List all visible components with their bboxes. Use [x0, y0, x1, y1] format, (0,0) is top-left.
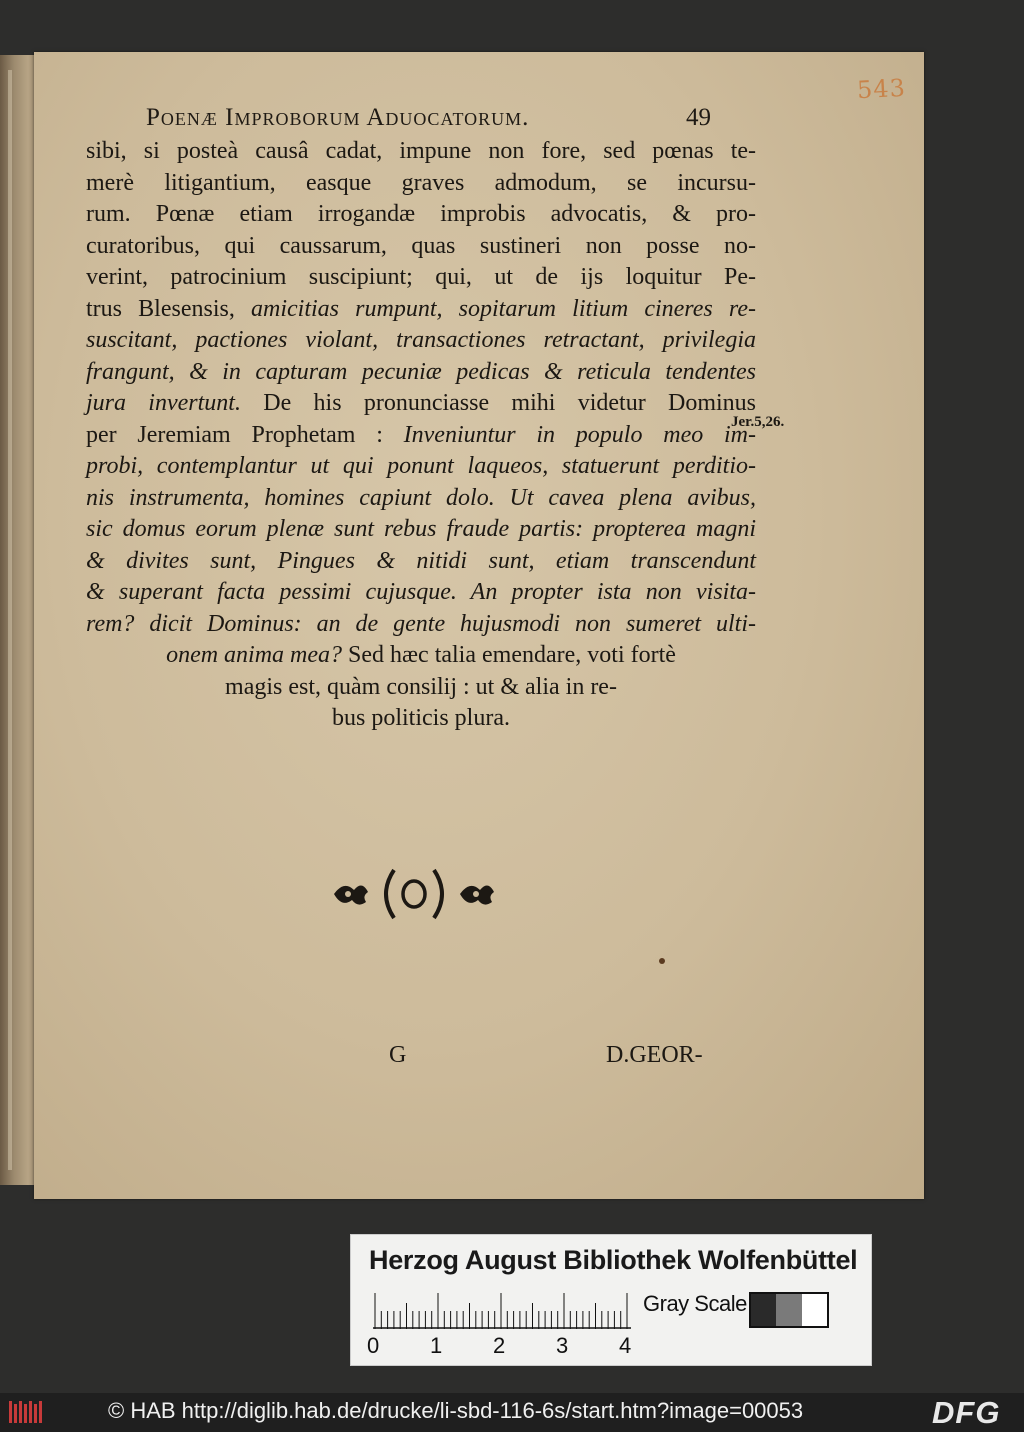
library-name: Herzog August Bibliothek Wolfenbüttel — [369, 1245, 858, 1275]
text-line: jura invertunt. De his pronunciasse mihi videtur Dominus — [86, 390, 757, 416]
dfg-logo: DFG — [932, 1395, 1001, 1430]
text-line: rum. Pœnæ etiam irrogandæ improbis advocatis, & pro- — [86, 201, 756, 227]
gray-patch — [751, 1294, 776, 1326]
library-color-card — [350, 1234, 872, 1366]
text-line: & superant facta pessimi cujusque. An propter ista non visita- — [86, 579, 756, 605]
handwritten-folio-number: 543 — [856, 73, 907, 105]
ruler-number: 2 — [493, 1333, 506, 1358]
footer-copyright-link[interactable]: © HAB http://diglib.hab.de/drucke/li-sbd-116-6s/start.htm?image=00053 — [108, 1398, 804, 1423]
book-page — [34, 52, 924, 1199]
text-line: nis instrumenta, homines capiunt dolo. Ut cavea plena avibus, — [86, 484, 756, 511]
text-line: frangunt, & in capturam pecuniæ pedicas & reticula tendentes — [86, 358, 756, 385]
page-number: 49 — [686, 104, 711, 131]
text-line: probi, contemplantur ut qui ponunt laqueos, statuerunt perditio- — [86, 453, 756, 479]
text-line: onem anima mea? Sed hæc talia emendare, voti fortè — [166, 642, 676, 668]
catchword: D.GEOR- — [606, 1042, 703, 1068]
text-line: magis est, quàm consilij : ut & alia in re- — [225, 673, 617, 700]
text-line: sic domus eorum plenæ sunt rebus fraude partis: propterea magni — [86, 516, 756, 542]
text-line: sibi, si posteà causâ cadat, impune non fore, sed pœnas te- — [86, 138, 756, 164]
ruler-number: 0 — [367, 1333, 380, 1358]
text-line: verint, patrocinium suscipiunt; qui, ut de ijs loquitur Pe- — [86, 264, 756, 290]
body-text — [86, 136, 756, 735]
signature-mark: G — [389, 1042, 407, 1068]
gray-patch — [802, 1294, 827, 1326]
gray-scale-patches — [749, 1292, 829, 1328]
previous-page-highlight — [8, 70, 12, 1170]
text-line: curatoribus, qui caussarum, quas sustineri non posse no- — [86, 232, 756, 259]
margin-note: Jer.5,26. — [731, 414, 785, 430]
ornament-fleuron-icon — [324, 864, 504, 924]
ruler-number: 3 — [556, 1333, 569, 1358]
ruler-number: 1 — [430, 1333, 443, 1358]
running-head: Poenæ Improborum Aduocatorum. — [146, 104, 530, 131]
ruler-number: 4 — [619, 1333, 632, 1358]
text-line: suscitant, pactiones violant, transactiones retractant, privilegia — [86, 327, 756, 353]
text-line: merè litigantium, easque graves admodum, se incursu- — [86, 169, 756, 196]
text-line: bus politicis plura. — [332, 705, 510, 731]
footer-bar — [0, 1393, 1024, 1432]
ink-spot — [659, 958, 665, 964]
gray-patch — [776, 1294, 801, 1326]
text-line: rem? dicit Dominus: an de gente hujusmodi non sumeret ulti- — [86, 610, 756, 637]
hab-logo-icon — [8, 1399, 44, 1425]
text-line: trus Blesensis, amicitias rumpunt, sopitarum litium cineres re- — [86, 295, 756, 322]
ruler-scale — [373, 1293, 631, 1329]
text-line: per Jeremiam Prophetam : Inveniuntur in populo meo im- — [86, 421, 756, 448]
text-line: & divites sunt, Pingues & nitidi sunt, etiam transcendunt — [86, 547, 756, 574]
gray-scale-label: Gray Scale — [643, 1291, 747, 1316]
